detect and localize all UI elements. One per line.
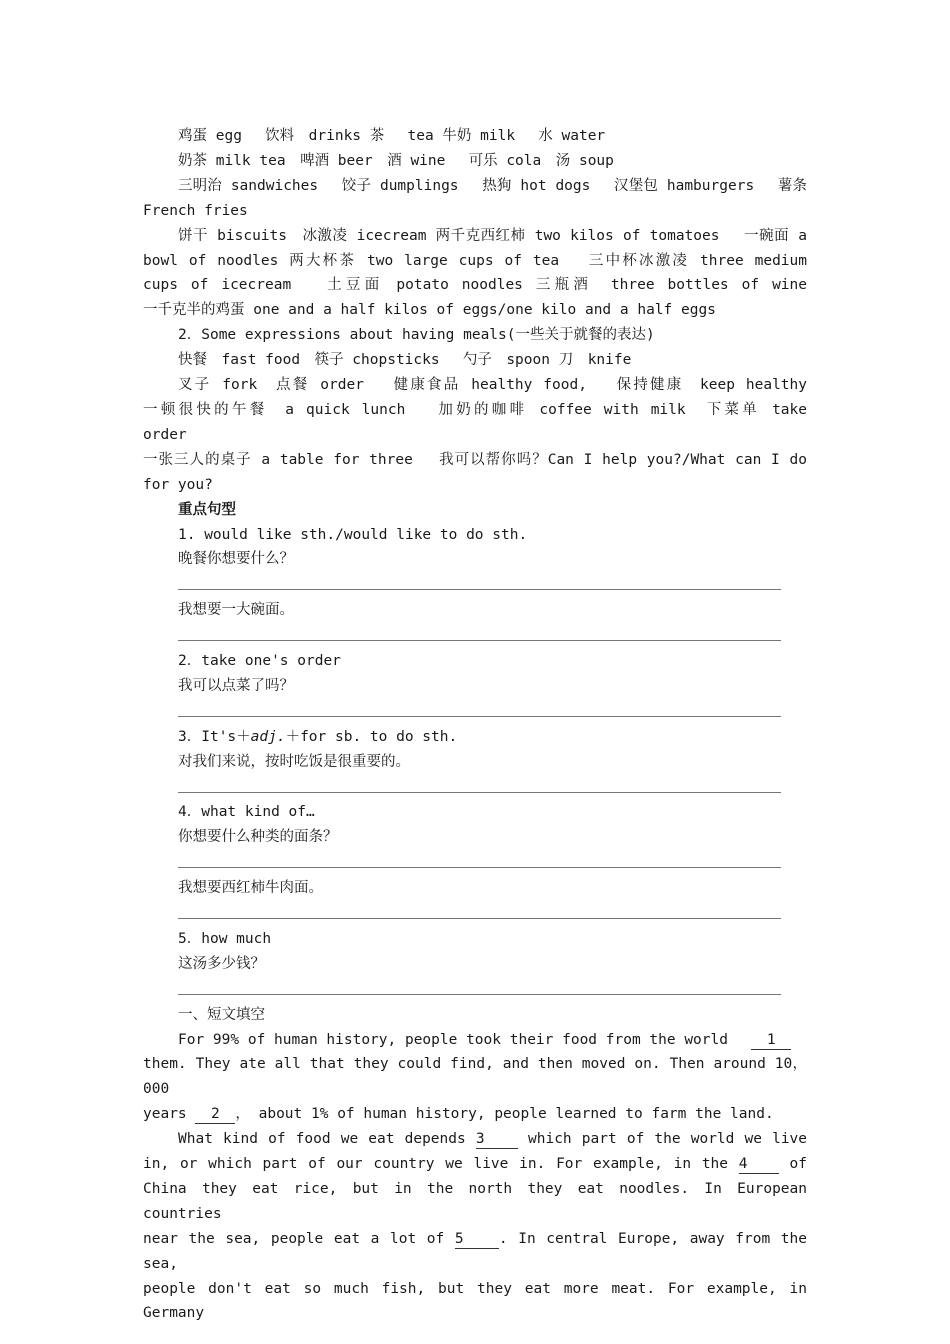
- expression-line: 叉子 fork 点餐 order 健康食品 healthy food, 保持健康 keep healthy: [178, 377, 807, 394]
- blank-5[interactable]: 5: [455, 1230, 499, 1249]
- expression-line: order: [143, 426, 187, 443]
- answer-line[interactable]: [178, 572, 781, 590]
- expression-line: for you?: [143, 476, 213, 493]
- cloze-text: For 99% of human history, people took their food from the world: [178, 1031, 728, 1048]
- sentence-title: 1. would like sth./would like to do sth.: [178, 526, 528, 543]
- title-part: ＋for sb. to do sth.: [285, 728, 458, 745]
- key-sentences-heading: 重点句型: [178, 501, 236, 518]
- cloze-text: . In central Europe, away from the sea,: [143, 1230, 807, 1272]
- cloze-line: them. They ate all that they could find, and then moved on. Then around 10，000: [143, 1056, 807, 1098]
- cloze-text: ， about 1% of human history, people learned to farm the land.: [235, 1106, 774, 1123]
- title-part: 3．It's＋: [178, 728, 251, 745]
- cloze-line: China they eat rice, but in the north they eat noodles. In European countries: [143, 1180, 807, 1222]
- answer-line[interactable]: [178, 977, 781, 995]
- expression-line: 快餐 fast food 筷子 chopsticks 勺子 spoon 刀 knife: [178, 352, 632, 369]
- sentence-title: 4．what kind of…: [178, 804, 315, 821]
- sentence-prompt: 我可以点菜了吗？: [178, 677, 294, 694]
- blank-4[interactable]: 4: [739, 1155, 779, 1174]
- vocab-line: 三明治 sandwiches 饺子 dumplings 热狗 hot dogs 汉堡包 hamburgers 薯条: [178, 177, 807, 194]
- expressions-heading: 2．Some expressions about having meals(一些关于就餐的表达): [178, 327, 655, 344]
- vocab-line: 饼干 biscuits 冰激凌 icecream 两千克西红柿 two kilos of tomatoes 一碗面 a: [178, 227, 807, 244]
- cloze-text: near the sea, people eat a lot of: [143, 1230, 445, 1247]
- sentence-title: 2．take one's order: [178, 653, 341, 669]
- sentence-prompt: 你想要什么种类的面条？: [178, 829, 338, 846]
- sentence-prompt: 我想要一大碗面。: [178, 602, 294, 619]
- blank-3[interactable]: 3: [476, 1130, 518, 1149]
- vocab-line: 奶茶 milk tea 啤酒 beer 酒 wine 可乐 cola 汤 soup: [178, 152, 614, 169]
- sentence-title: [143, 725, 807, 750]
- expression-line: 一顿很快的午餐 a quick lunch 加奶的咖啡 coffee with milk 下菜单 take: [143, 401, 807, 418]
- expression-line: 一张三人的桌子 a table for three 我可以帮你吗？Can I help you?/What can I do: [143, 451, 807, 468]
- cloze-text: of: [789, 1156, 808, 1173]
- sentence-prompt: 这汤多少钱？: [178, 955, 265, 972]
- answer-line[interactable]: [178, 901, 781, 919]
- answer-line[interactable]: [178, 775, 781, 793]
- worksheet-page: [143, 124, 807, 1326]
- cloze-text: which part of the world we live: [528, 1131, 808, 1148]
- cloze-line: people don't eat so much fish, but they eat more meat. For example, in Germany: [143, 1280, 807, 1322]
- blank-1[interactable]: 1: [751, 1031, 791, 1050]
- cloze-line: [143, 1102, 807, 1127]
- cloze-line: [143, 1152, 807, 1177]
- cloze-text: years: [143, 1106, 187, 1123]
- vocab-line: bowl of noodles 两大杯茶 two large cups of tea 三中杯冰激凌 three medium: [143, 252, 807, 269]
- sentence-prompt: 对我们来说，按时吃饭是很重要的。: [178, 753, 410, 770]
- blank-2[interactable]: 2: [195, 1105, 235, 1124]
- cloze-line: [143, 1127, 807, 1152]
- cloze-text: What kind of food we eat depends: [178, 1131, 466, 1148]
- sentence-prompt: 我想要西红柿牛肉面。: [178, 880, 323, 897]
- answer-line[interactable]: [178, 623, 781, 641]
- cloze-line: [143, 1227, 807, 1277]
- cloze-text: in, or which part of our country we live in. For example, in the: [143, 1156, 729, 1173]
- vocab-line: French fries: [143, 202, 248, 219]
- title-adj: adj.: [250, 728, 286, 745]
- cloze-line: [143, 1028, 807, 1053]
- cloze-heading: 一、短文填空: [178, 1006, 265, 1023]
- answer-line[interactable]: [178, 699, 781, 717]
- sentence-prompt: 晚餐你想要什么？: [178, 551, 294, 568]
- answer-line[interactable]: [178, 850, 781, 868]
- vocab-line: cups of icecream 土豆面 potato noodles 三瓶酒 three bottles of wine: [143, 277, 807, 294]
- vocab-line: 一千克半的鸡蛋 one and a half kilos of eggs/one kilo and a half eggs: [143, 302, 716, 319]
- vocab-line: 鸡蛋 egg 饮料 drinks 茶 tea 牛奶 milk 水 water: [178, 128, 606, 144]
- sentence-title: 5．how much: [178, 930, 272, 947]
